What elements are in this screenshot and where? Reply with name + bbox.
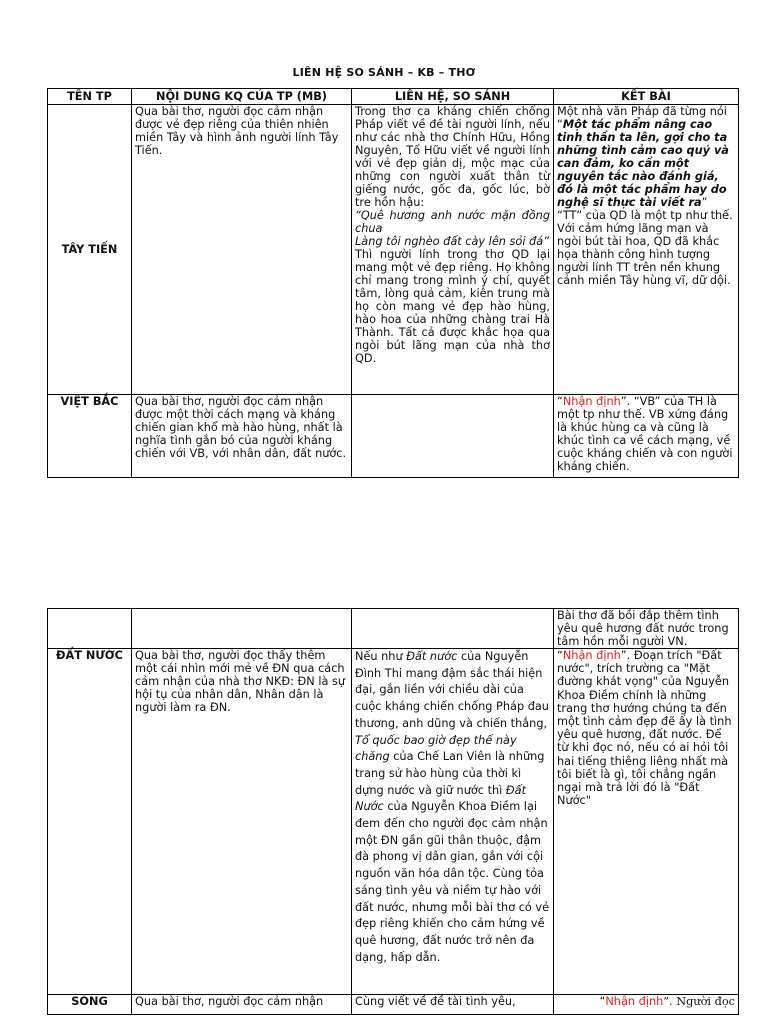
table-row-dat-nuoc bbox=[48, 649, 739, 995]
table-row-viet-bac bbox=[48, 395, 739, 478]
compare-dat-nuoc-part-3: của Chế Lan Viên là những trang sử hào hùng của thời kì dựng nước và giữ nước thì bbox=[355, 750, 545, 797]
page-title: LIÊN HỆ SO SÁNH – KB – THƠ bbox=[292, 66, 476, 79]
compare-song: Cùng viết về đề tài tình yêu, bbox=[352, 995, 554, 1015]
quote-open: “ bbox=[557, 395, 563, 408]
compare-dat-nuoc-part-1: Nếu như bbox=[355, 650, 407, 663]
quote-open: “ bbox=[599, 995, 606, 1008]
compare-tay-tien bbox=[352, 105, 554, 395]
ending-tay-tien-quote: Một tác phẩm nâng cao tinh thần ta lên, gợi cho ta những tình cảm cao quý và can đảm, ko cần một nguyên tắc nào đánh giá, đó là một tác phẩm hay do nghệ sĩ thực tài viết ra bbox=[557, 118, 729, 209]
ending-viet-bac-placeholder: Nhận định bbox=[562, 395, 621, 408]
work-name-song: SÓNG bbox=[48, 995, 132, 1015]
work-name-dat-nuoc: ĐẤT NƯỚC bbox=[48, 649, 132, 995]
header-summary: NỘI DUNG KQ CỦA TP (MB) bbox=[132, 89, 352, 105]
compare-dat-nuoc bbox=[352, 649, 554, 995]
compare-viet-bac bbox=[352, 395, 554, 478]
header-ending: KẾT BÀI bbox=[554, 89, 739, 105]
table-row-continuation bbox=[48, 609, 739, 649]
ending-continuation: Bài thơ đã bồi đắp thêm tình yêu quê hương đất nước trong tâm hồn mỗi người VN. bbox=[554, 609, 739, 649]
ending-viet-bac-rest: ”. “VB” của TH là một tp như thế. VB xứng đáng là khúc hùng ca và cũng là khúc tình ca về cách mạng, về cuộc kháng chiến và con người kháng chiến. bbox=[557, 395, 733, 473]
compare-dat-nuoc-title-2: Tổ quốc bao giờ đẹp thế này chăng bbox=[355, 733, 517, 764]
summary-dat-nuoc: Qua bài thơ, người đọc thấy thêm một cái nhìn mới mẻ về ĐN qua cách cảm nhận của nhà thơ NKĐ: ĐN là sự hội tụ của nhân dân, Nhân dân là người làm ra ĐN. bbox=[132, 649, 352, 995]
compare-tay-tien-body: Thì người lính trong thơ QD lại mang một vẻ đẹp riêng. Họ không chỉ mang trong mình ý chí, quyết tâm, lòng quả cảm, kiên trung mà họ còn mang vẻ đẹp hào hùng, hào hoa của những chàng trai Hà Thành. Tất cả được khắc họa qua ngòi bút lãng mạn của nhà thơ QD. bbox=[355, 248, 550, 365]
table-row-song bbox=[48, 995, 739, 1015]
ending-song bbox=[554, 995, 739, 1015]
header-compare: LIÊN HỆ, SO SÁNH bbox=[352, 89, 554, 105]
ending-dat-nuoc-placeholder: Nhận định bbox=[562, 649, 621, 662]
continuation-summary-cell bbox=[132, 609, 352, 649]
continuation-name-cell bbox=[48, 609, 132, 649]
ending-song-placeholder: Nhận định bbox=[605, 995, 664, 1008]
ending-dat-nuoc bbox=[554, 649, 739, 995]
ending-song-rest: ”. Người đọc bbox=[663, 995, 735, 1008]
compare-dat-nuoc-part-2: của Nguyễn Đình Thi mang đậm sắc thái hiện đại, gắn liền với chiều dài của cuộc kháng chiến chống Pháp đau thương, anh dũng và chiến thắng, bbox=[355, 650, 549, 730]
continuation-compare-cell bbox=[352, 609, 554, 649]
compare-tay-tien-quote-2: Làng tôi nghèo đất cày lên sỏi đá” bbox=[355, 235, 549, 248]
comparison-table-2 bbox=[47, 608, 739, 1015]
header-work-name: TÊN TP bbox=[48, 89, 132, 105]
compare-dat-nuoc-part-4: của Nguyễn Khoa Điềm lại đem đến cho người đọc cảm nhận một ĐN gần gũi thân thuộc, đậm đà phong vị dân gian, gắn với cội nguồn văn hóa dân tộc. Cùng tỏa sáng tình yêu và niềm tự hào với đất nước, nhưng mỗi bài thơ có vẻ đẹp riêng khiến cho cảm hứng về quê hương, đất nước trở nên đa dạng, hấp dẫn. bbox=[355, 800, 550, 964]
work-name-viet-bac: VIỆT BẮC bbox=[48, 395, 132, 478]
compare-dat-nuoc-title-3: Đất Nước bbox=[355, 783, 527, 814]
comparison-table-1 bbox=[47, 88, 739, 478]
ending-tay-tien bbox=[554, 105, 739, 395]
compare-dat-nuoc-title-1: Đất nước bbox=[406, 650, 458, 663]
summary-tay-tien: Qua bài thơ, người đọc cảm nhận được vẻ đẹp riêng của thiên nhiên miền Tây và hình ảnh người lính Tây Tiến. bbox=[132, 105, 352, 395]
ending-tay-tien-rest: ” “TT” của QD là một tp như thế. Với cảm hứng lãng mạn và ngòi bút tài hoa, QD đã khắc họa thành công hình tượng người lính TT trên nền khung cảnh miền Tây hùng vĩ, dữ dội. bbox=[557, 196, 733, 287]
summary-viet-bac: Qua bài thơ, người đọc cảm nhận được một thời cách mạng và kháng chiến gian khổ mà hào hùng, nhất là nghĩa tình gắn bó của người kháng chiến với VB, với nhân dân, đất nước. bbox=[132, 395, 352, 478]
quote-open: “ bbox=[557, 649, 563, 662]
work-name-tay-tien: TÂY TIẾN bbox=[48, 105, 132, 395]
ending-viet-bac bbox=[554, 395, 739, 478]
ending-dat-nuoc-rest: ”. Đoạn trích "Đất nước", trích trường ca "Mặt đường khát vọng" của Nguyễn Khoa Điềm chính là những trang thơ hướng chúng ta đến một tình cảm đẹp đẽ ấy là tình yêu quê hương, đất nước. Để từ khi đọc nó, nếu có ai hỏi tôi hai tiếng thiêng liêng nhất mà tôi biết là gì, tôi chẳng ngần ngại mà trả lời đó là "Đất Nước" bbox=[557, 649, 732, 808]
ending-tay-tien-intro: Một nhà văn Pháp đã từng nói “ bbox=[557, 105, 727, 131]
table-row-tay-tien bbox=[48, 105, 739, 395]
compare-tay-tien-intro: Trong thơ ca kháng chiến chống Pháp viết về đề tài người lính, nếu như các nhà thơ Chính Hữu, Hồng Nguyên, Tố Hữu viết về người lính với vẻ đẹp giản dị, mộc mạc của những con người xuất thân từ giếng nước, gốc đa, gốc lúc, bờ tre hồn hậu: bbox=[355, 105, 550, 209]
table-header-row bbox=[48, 89, 739, 105]
summary-song: Qua bài thơ, người đọc cảm nhận bbox=[132, 995, 352, 1015]
compare-tay-tien-quote-1: “Quê hương anh nước mặn đồng chua bbox=[355, 209, 550, 235]
